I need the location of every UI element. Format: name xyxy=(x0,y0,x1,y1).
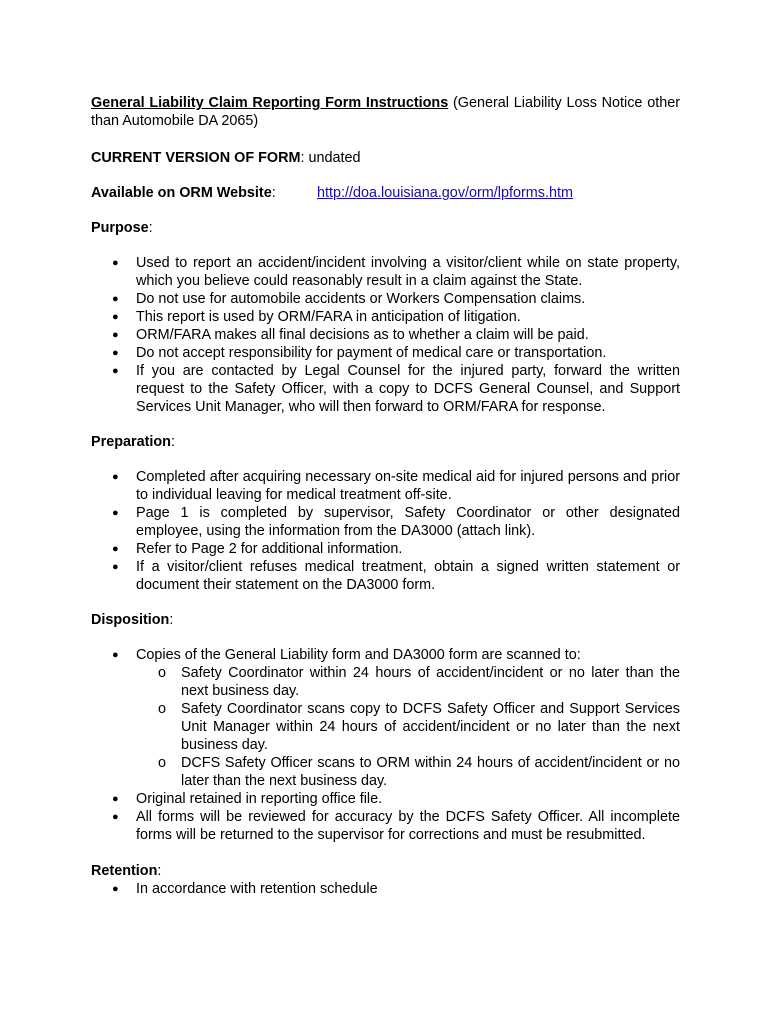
version-value: : undated xyxy=(300,150,361,166)
spacer xyxy=(91,416,680,433)
preparation-item: ● Refer to Page 2 for additional information. xyxy=(91,540,680,558)
disposition-item: ● All forms will be reviewed for accuracy by the DCFS Safety Officer. All incomplete forms will be returned to the supervisor for corrections and must be resubmitted. xyxy=(91,808,680,844)
disposition-list-continued xyxy=(91,790,680,844)
website-colon: : xyxy=(271,185,276,201)
purpose-item: ● Used to report an accident/incident involving a visitor/client while on state property, which you believe could reasonably result in a claim against the State. xyxy=(91,254,680,290)
retention-heading: Retention: xyxy=(91,863,162,879)
preparation-list xyxy=(91,468,680,594)
preparation-heading: Preparation: xyxy=(91,434,175,450)
disposition-subitem: o DCFS Safety Officer scans to ORM within 24 hours of accident/incident or no later than the next business day. xyxy=(91,754,680,790)
disposition-list xyxy=(91,646,680,664)
disposition-heading: Disposition: xyxy=(91,612,174,628)
preparation-heading-text: Preparation xyxy=(91,434,171,450)
document-title xyxy=(91,94,680,130)
disposition-subitem: o Safety Coordinator scans copy to DCFS Safety Officer and Support Services Unit Manager within 24 hours of accident/incident or no later than the next business day. xyxy=(91,700,680,754)
disposition-item: ● Original retained in reporting office file. xyxy=(91,790,680,808)
purpose-heading: Purpose: xyxy=(91,220,153,236)
purpose-item: ● Do not accept responsibility for payment of medical care or transportation. xyxy=(91,344,680,362)
form-subtitle: (General Liability Loss Notice other than Automobile DA 2065) xyxy=(91,95,680,129)
preparation-item: ● Completed after acquiring necessary on-site medical aid for injured persons and prior to individual leaving for medical treatment off-site. xyxy=(91,468,680,504)
disposition-intro: Copies of the General Liability form and DA3000 form are scanned to: xyxy=(136,647,581,663)
orm-website-link[interactable]: http://doa.louisiana.gov/orm/lpforms.htm xyxy=(317,185,573,201)
purpose-item: ● If you are contacted by Legal Counsel for the injured party, forward the written request to the Safety Officer, with a copy to DCFS General Counsel, and Support Services Unit Manager, who will then forward to ORM/FARA for response. xyxy=(91,362,680,416)
form-title: General Liability Claim Reporting Form Instructions xyxy=(91,95,449,111)
purpose-item: ● Do not use for automobile accidents or Workers Compensation claims. xyxy=(91,290,680,308)
disposition-heading-text: Disposition xyxy=(91,612,170,628)
spacer xyxy=(91,594,680,611)
retention-list xyxy=(91,880,680,898)
orm-website-row xyxy=(91,184,680,202)
preparation-item: ● Page 1 is completed by supervisor, Safety Coordinator or other designated employee, using the information from the DA3000 (attach link). xyxy=(91,504,680,540)
purpose-item: ● This report is used by ORM/FARA in anticipation of litigation. xyxy=(91,308,680,326)
website-label: Available on ORM Website xyxy=(91,185,272,201)
disposition-sublist xyxy=(91,664,680,790)
website-label-group xyxy=(91,184,317,202)
disposition-subitem: o Safety Coordinator within 24 hours of accident/incident or no later than the next business day. xyxy=(91,664,680,700)
purpose-heading-text: Purpose xyxy=(91,220,149,236)
disposition-item xyxy=(91,646,680,664)
purpose-item: ● ORM/FARA makes all final decisions as to whether a claim will be paid. xyxy=(91,326,680,344)
purpose-list xyxy=(91,254,680,416)
current-version xyxy=(91,149,680,167)
retention-item: ● In accordance with retention schedule xyxy=(91,880,680,898)
version-label: CURRENT VERSION OF FORM xyxy=(91,150,301,166)
document-body xyxy=(91,94,680,898)
preparation-item: ● If a visitor/client refuses medical treatment, obtain a signed written statement or document their statement on the DA3000 form. xyxy=(91,558,680,594)
spacer xyxy=(91,844,680,862)
retention-heading-text: Retention xyxy=(91,863,158,879)
